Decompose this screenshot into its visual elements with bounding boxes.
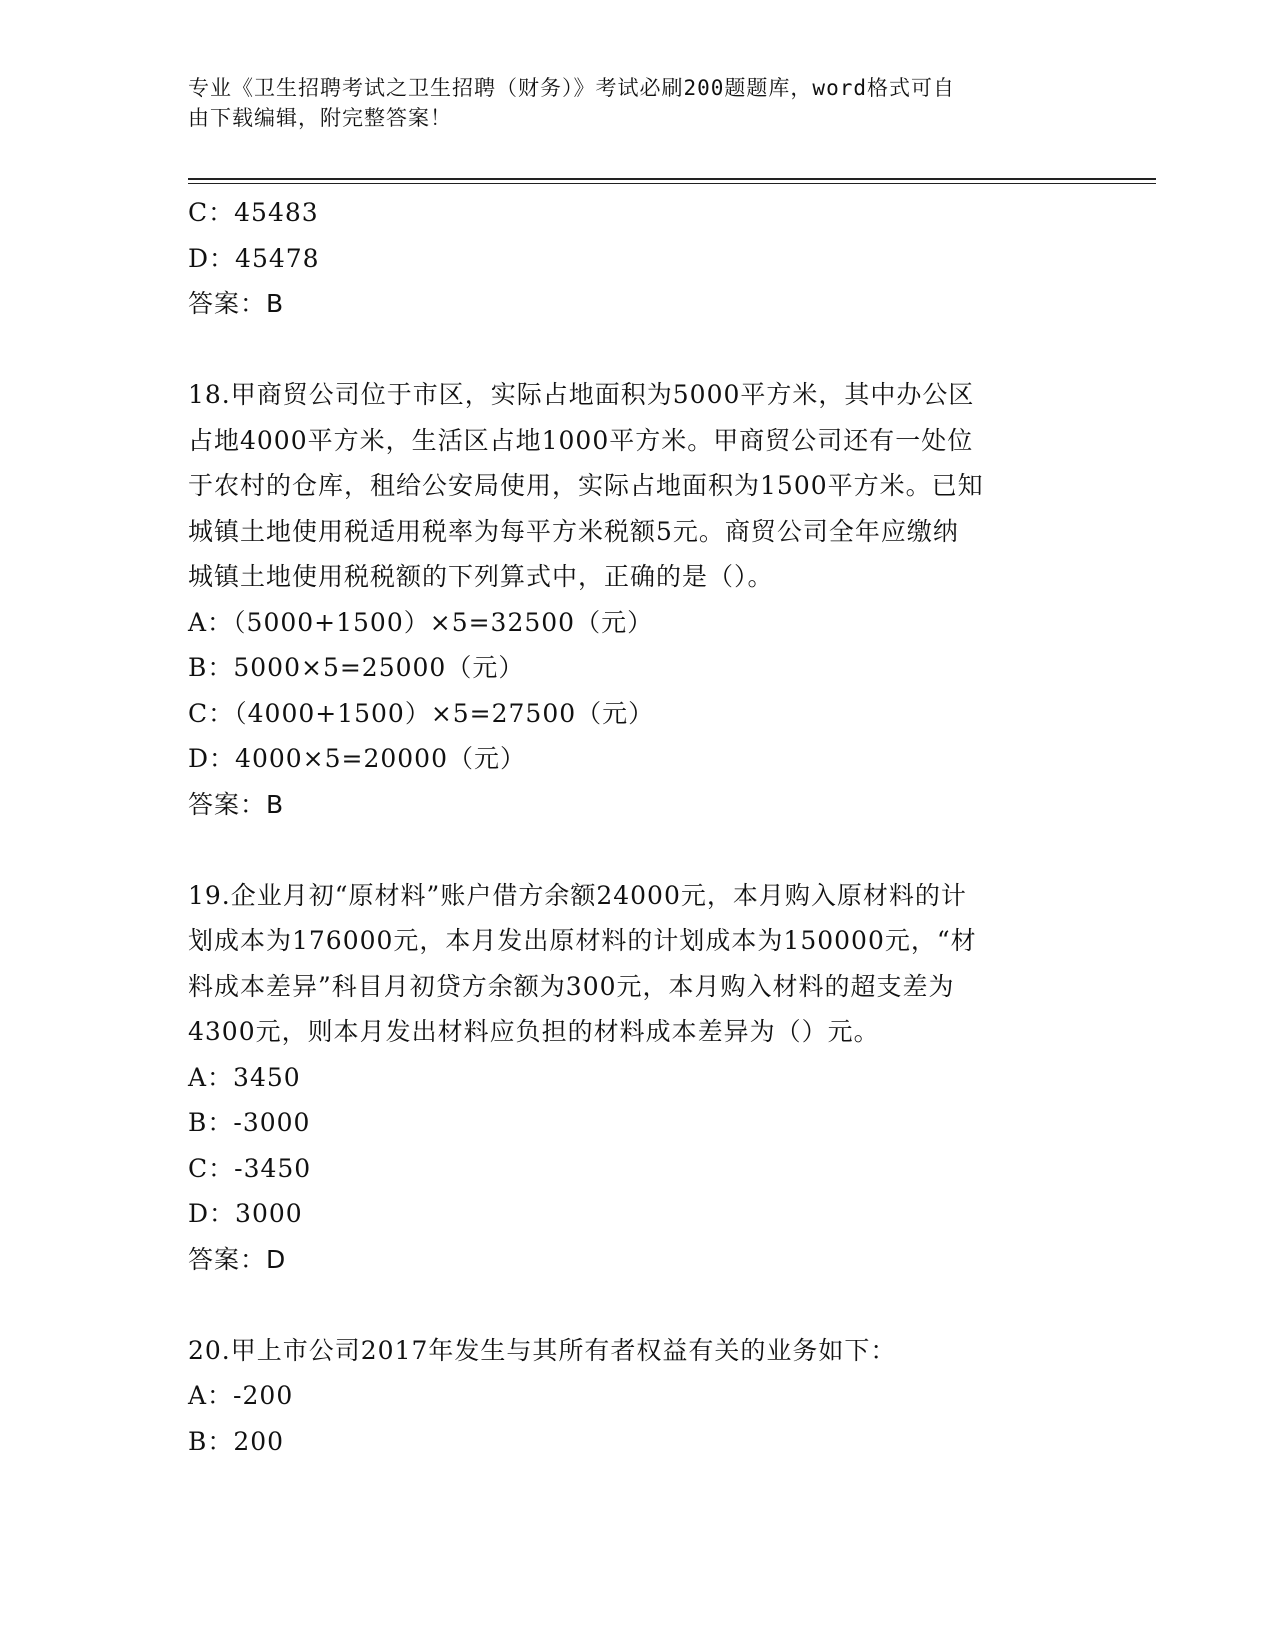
prev-answer: 答案：B bbox=[188, 289, 285, 318]
question-19-line: 划成本为176000元，本月发出原材料的计划成本为150000元，“材 bbox=[188, 926, 977, 955]
question-19-line: 19.企业月初“原材料”账户借方余额24000元，本月购入原材料的计 bbox=[188, 880, 967, 910]
header-line-2: 由下载编辑，附完整答案！ bbox=[188, 106, 452, 130]
question-19-option-b: B：-3000 bbox=[188, 1108, 311, 1137]
question-18-option-d: D：4000×5=20000（元） bbox=[188, 744, 526, 773]
spacer bbox=[188, 827, 1088, 873]
header-divider-thick bbox=[188, 178, 1156, 180]
question-18-line: 城镇土地使用税适用税率为每平方米税额5元。商贸公司全年应缴纳 bbox=[188, 516, 959, 546]
question-18-option-b: B：5000×5=25000（元） bbox=[188, 653, 525, 682]
spacer bbox=[188, 1282, 1088, 1328]
question-18-option-c: C：（4000+1500）×5=27500（元） bbox=[188, 698, 655, 728]
question-19-option-a: A：3450 bbox=[188, 1062, 301, 1092]
document-body bbox=[188, 190, 1088, 1464]
question-18-text bbox=[188, 372, 1088, 600]
document-header bbox=[188, 73, 1068, 133]
question-18-option-a: A：（5000+1500）×5=32500（元） bbox=[188, 607, 654, 637]
header-line-1: 专业《卫生招聘考试之卫生招聘（财务）》考试必刷200题题库，word格式可自 bbox=[188, 76, 955, 100]
question-18-answer: 答案：B bbox=[188, 789, 285, 819]
question-20-text: 20.甲上市公司2017年发生与其所有者权益有关的业务如下： bbox=[188, 1335, 897, 1365]
question-19-line: 4300元，则本月发出材料应负担的材料成本差异为（）元。 bbox=[188, 1017, 880, 1046]
prev-option-d: D：45478 bbox=[188, 243, 320, 273]
question-19-text bbox=[188, 873, 1088, 1055]
question-18-line: 城镇土地使用税税额的下列算式中，正确的是（）。 bbox=[188, 562, 774, 591]
question-19-answer: 答案：D bbox=[188, 1244, 287, 1274]
question-19-option-c: C：-3450 bbox=[188, 1153, 312, 1183]
spacer bbox=[188, 327, 1088, 373]
question-20-option-b: B：200 bbox=[188, 1426, 285, 1456]
question-18-line: 于农村的仓库，租给公安局使用，实际占地面积为1500平方米。已知 bbox=[188, 471, 984, 500]
question-18-line: 18.甲商贸公司位于市区，实际占地面积为5000平方米，其中办公区 bbox=[188, 380, 975, 409]
question-19-line: 料成本差异”科目月初贷方余额为300元，本月购入材料的超支差为 bbox=[188, 971, 955, 1001]
question-18-line: 占地4000平方米，生活区占地1000平方米。甲商贸公司还有一处位 bbox=[188, 425, 974, 455]
header-divider-thin bbox=[188, 183, 1156, 184]
question-20-option-a: A：-200 bbox=[188, 1381, 294, 1410]
question-19-option-d: D：3000 bbox=[188, 1199, 303, 1228]
prev-option-c: C：45483 bbox=[188, 198, 319, 227]
